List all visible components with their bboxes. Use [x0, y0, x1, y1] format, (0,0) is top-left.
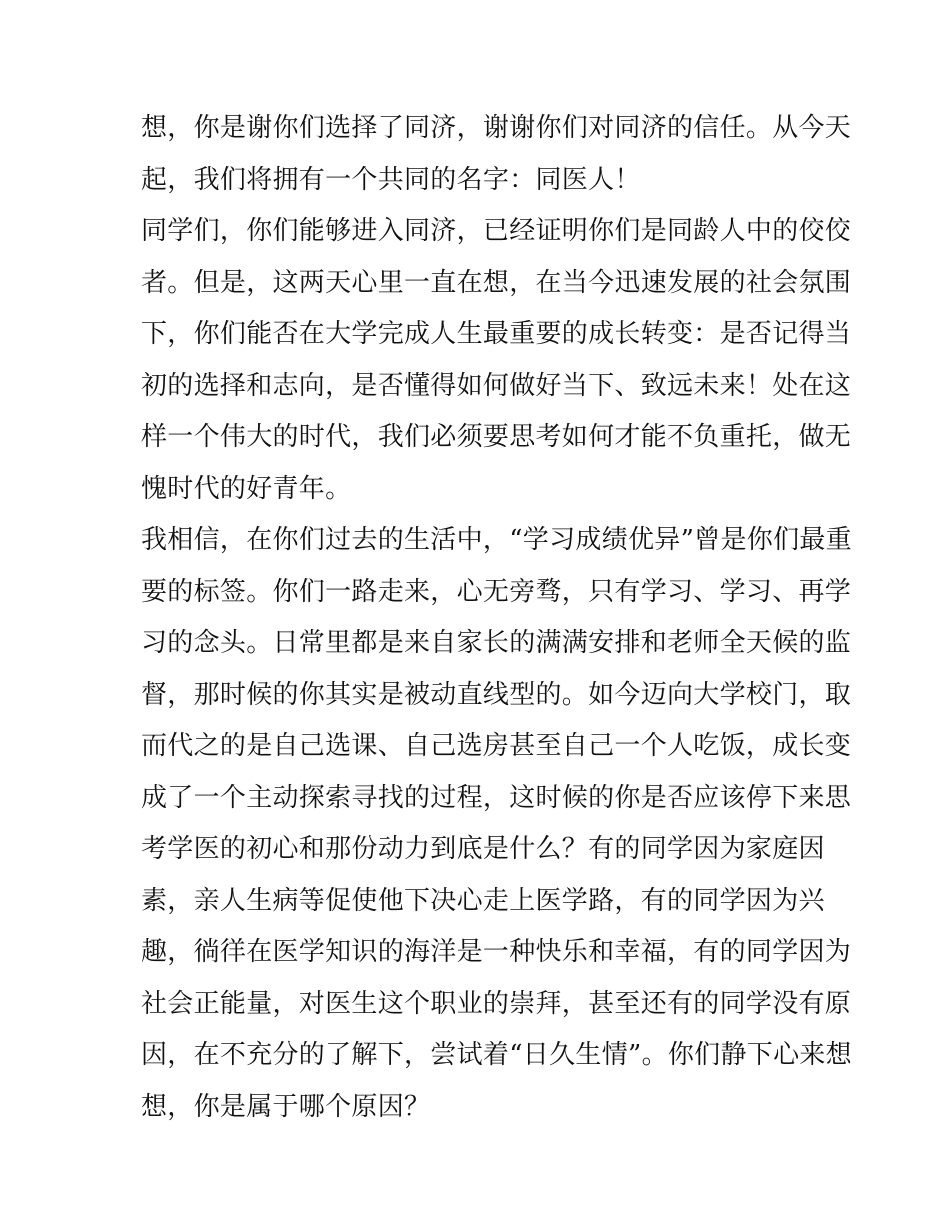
text-line: 初的选择和志向，是否懂得如何做好当下、致远未来！处在这	[141, 370, 852, 401]
text-line: 想，你是谢你们选择了同济，谢谢你们对同济的信任。从今天	[141, 113, 852, 143]
text-line: 我相信，在你们过去的生活中，“学习成绩优异”曾是你们最重	[141, 525, 852, 555]
text-line: 社会正能量，对医生这个职业的崇拜，甚至还有的同学没有原	[141, 988, 852, 1019]
text-line: 下，你们能否在大学完成人生最重要的成长转变：是否记得当	[141, 319, 852, 349]
text-line: 想，你是属于哪个原因？	[141, 1091, 431, 1122]
text-line: 考学医的初心和那份动力到底是什么？有的同学因为家庭因	[141, 834, 825, 864]
text-line: 同学们，你们能够进入同济，已经证明你们是同龄人中的佼佼	[141, 216, 852, 246]
text-line: 样一个伟大的时代，我们必须要思考如何才能不负重托，做无	[141, 422, 852, 452]
text-line: 成了一个主动探索寻找的过程，这时候的你是否应该停下来思	[141, 782, 852, 813]
text-line: 素，亲人生病等促使他下决心走上医学路，有的同学因为兴	[141, 885, 825, 916]
text-line: 因，在不充分的了解下，尝试着“日久生情”。你们静下心来想	[141, 1040, 852, 1070]
text-line: 起，我们将拥有一个共同的名字：同医人！	[141, 164, 641, 195]
text-line: 习的念头。日常里都是来自家长的满满安排和老师全天候的监	[141, 628, 852, 658]
text-line: 愧时代的好青年。	[141, 473, 352, 504]
text-line: 趣，徜徉在医学知识的海洋是一种快乐和幸福，有的同学因为	[141, 937, 852, 967]
text-line: 要的标签。你们一路走来，心无旁骛，只有学习、学习、再学	[141, 576, 852, 607]
text-line: 而代之的是自己选课、自己选房甚至自己一个人吃饭，成长变	[141, 731, 852, 761]
document-body	[141, 103, 852, 1133]
text-line: 督，那时候的你其实是被动直线型的。如今迈向大学校门，取	[141, 679, 852, 710]
text-line: 者。但是，这两天心里一直在想，在当今迅速发展的社会氛围	[141, 267, 852, 298]
